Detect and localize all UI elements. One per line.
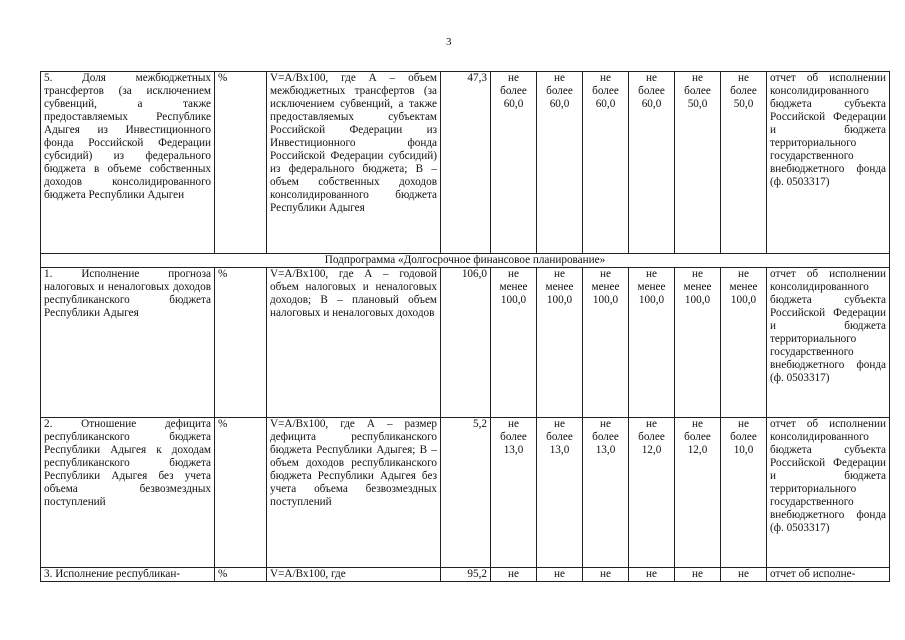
table-row	[41, 568, 890, 582]
target-cell: не более 60,0	[537, 72, 583, 254]
target-cell: не более 12,0	[675, 418, 721, 568]
source-cell: отчет об исполне-	[767, 568, 890, 582]
table-row	[41, 418, 890, 568]
target-cell: не менее 100,0	[629, 268, 675, 418]
subprogram-title: Подпрограмма «Долгосрочное финансовое планирование»	[41, 254, 890, 268]
source-cell: отчет об исполнении консолидированного бюджета субъекта Российской Федерации и бюджета территориального государственного внебюджетного фонда (ф. 0503317)	[767, 72, 890, 254]
target-cell: не	[491, 568, 537, 582]
indicator-name: 3. Исполнение республикан-	[41, 568, 215, 582]
unit-cell: %	[215, 268, 267, 418]
target-cell: не более 50,0	[675, 72, 721, 254]
indicator-name: 2. Отношение дефицита республиканского бюджета Республики Адыгея к доходам республиканского бюджета Республики Адыгея без учета объема безвозмездных поступлений	[41, 418, 215, 568]
unit-cell: %	[215, 418, 267, 568]
target-cell: не более 60,0	[491, 72, 537, 254]
subprogram-row	[41, 254, 890, 268]
indicators-table	[40, 71, 890, 582]
target-cell: не	[721, 568, 767, 582]
table-row	[41, 268, 890, 418]
formula-cell: V=A/Bx100, где А – годовой объем налоговых и неналоговых доходов; В – плановый объем налоговых и неналоговых доходов	[267, 268, 441, 418]
target-cell: не	[583, 568, 629, 582]
target-cell: не менее 100,0	[537, 268, 583, 418]
target-cell: не более 60,0	[583, 72, 629, 254]
source-cell: отчет об исполнении консолидированного бюджета субъекта Российской Федерации и бюджета территориального государственного внебюджетного фонда (ф. 0503317)	[767, 268, 890, 418]
target-cell: не более 12,0	[629, 418, 675, 568]
formula-cell: V=A/Bx100, где А – объем межбюджетных трансфертов (за исключением субвенций, а также предоставляемых субъектам Российской Федерации из Инвестиционного фонда Российской Федерации субсидий) из федерального бюджета; В – объем собственных доходов консолидированного бюджета Республики Адыгея	[267, 72, 441, 254]
indicator-name: 1. Исполнение прогноза налоговых и неналоговых доходов республиканского бюджета Республики Адыгея	[41, 268, 215, 418]
table-row	[41, 72, 890, 254]
page-number: 3	[446, 36, 452, 48]
unit-cell: %	[215, 72, 267, 254]
target-cell: не более 60,0	[629, 72, 675, 254]
unit-cell: %	[215, 568, 267, 582]
target-cell: не	[675, 568, 721, 582]
target-cell: не более 50,0	[721, 72, 767, 254]
indicator-name: 5. Доля межбюджетных трансфертов (за исключением субвенций, а также предоставляемых Республике Адыгея из Инвестиционного фонда Российской Федерации субсидий) из федерального бюджета в объеме собственных доходов консолидированного бюджета Республики Адыгеи	[41, 72, 215, 254]
base-value: 95,2	[441, 568, 491, 582]
base-value: 5,2	[441, 418, 491, 568]
target-cell: не менее 100,0	[721, 268, 767, 418]
target-cell: не	[537, 568, 583, 582]
base-value: 47,3	[441, 72, 491, 254]
target-cell: не более 13,0	[491, 418, 537, 568]
target-cell: не менее 100,0	[491, 268, 537, 418]
target-cell: не	[629, 568, 675, 582]
target-cell: не менее 100,0	[583, 268, 629, 418]
target-cell: не более 10,0	[721, 418, 767, 568]
base-value: 106,0	[441, 268, 491, 418]
target-cell: не более 13,0	[537, 418, 583, 568]
source-cell: отчет об исполнении консолидированного бюджета субъекта Российской Федерации и бюджета территориального государственного внебюджетного фонда (ф. 0503317)	[767, 418, 890, 568]
target-cell: не менее 100,0	[675, 268, 721, 418]
target-cell: не более 13,0	[583, 418, 629, 568]
formula-cell: V=A/Bx100, где А – размер дефицита республиканского бюджета Республики Адыгея; В – объем доходов республиканского бюджета Республики Адыгея без учета объема безвозмездных поступлений	[267, 418, 441, 568]
formula-cell: V=A/Bx100, где	[267, 568, 441, 582]
